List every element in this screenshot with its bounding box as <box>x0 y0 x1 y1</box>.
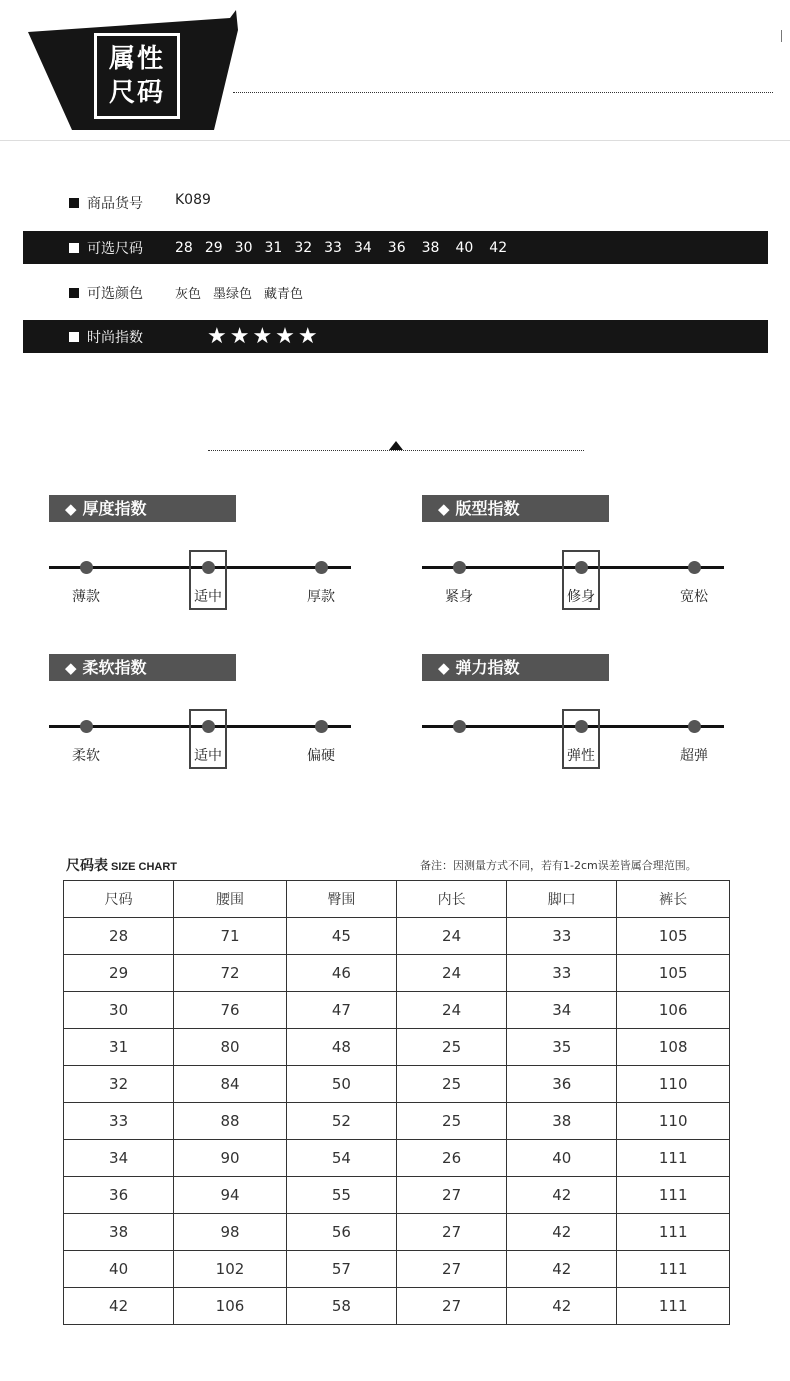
table-row <box>64 955 730 992</box>
table-cell: 106 <box>174 1288 287 1325</box>
table-cell: 56 <box>286 1214 396 1251</box>
size-option: 34 <box>353 239 372 256</box>
table-cell: 24 <box>396 955 506 992</box>
scale-dot <box>80 561 93 574</box>
scale-label: 适中 <box>194 748 222 764</box>
size-chart-table <box>63 880 730 1325</box>
section-divider <box>208 450 584 451</box>
table-row <box>64 918 730 955</box>
attr-row-sizes <box>23 231 768 264</box>
table-cell: 111 <box>617 1214 730 1251</box>
table-cell: 33 <box>507 918 617 955</box>
table-cell: 84 <box>174 1066 287 1103</box>
table-cell: 27 <box>396 1214 506 1251</box>
table-row <box>64 1288 730 1325</box>
scale-label: 柔软 <box>72 748 100 764</box>
corner-mark <box>781 30 782 42</box>
table-cell: 88 <box>174 1103 287 1140</box>
table-row <box>64 1103 730 1140</box>
table-cell: 55 <box>286 1177 396 1214</box>
square-bullet-icon <box>69 288 79 298</box>
size-chart-note: 备注：因测量方式不同，若有1-2cm误差皆属合理范围。 <box>420 859 697 872</box>
size-option: 38 <box>421 239 440 256</box>
triangle-up-icon <box>389 441 403 450</box>
table-cell: 30 <box>64 992 174 1029</box>
table-cell: 50 <box>286 1066 396 1103</box>
table-row <box>64 1177 730 1214</box>
scale-dot <box>688 561 701 574</box>
size-chart-title <box>66 855 177 875</box>
index-title-text: 版型指数 <box>455 499 520 518</box>
table-cell: 110 <box>617 1066 730 1103</box>
table-cell: 102 <box>174 1251 287 1288</box>
table-cell: 29 <box>64 955 174 992</box>
table-cell: 72 <box>174 955 287 992</box>
table-cell: 38 <box>507 1103 617 1140</box>
attr-label: 商品货号 <box>87 195 143 212</box>
index-title-text: 弹力指数 <box>455 658 520 677</box>
index-title <box>49 495 236 522</box>
diamond-icon: ◆ <box>438 659 450 677</box>
selected-marker <box>189 550 227 610</box>
color-option: 灰色 <box>175 287 202 302</box>
table-cell: 33 <box>507 955 617 992</box>
table-row <box>64 1140 730 1177</box>
attr-row-colors <box>23 276 768 309</box>
attr-label: 可选颜色 <box>87 285 143 302</box>
attr-row-item-no <box>23 186 768 219</box>
size-option: 40 <box>455 239 474 256</box>
table-cell: 27 <box>396 1177 506 1214</box>
diamond-icon: ◆ <box>65 659 77 677</box>
attr-row-fashion <box>23 320 768 353</box>
index-title <box>422 654 609 681</box>
scale-label: 适中 <box>194 589 222 605</box>
column-header: 裤长 <box>617 881 730 918</box>
table-cell: 111 <box>617 1140 730 1177</box>
scale-label: 紧身 <box>445 589 473 605</box>
item-no-value: K089 <box>175 191 211 208</box>
size-option: 42 <box>489 239 508 256</box>
table-row <box>64 1066 730 1103</box>
size-option: 36 <box>387 239 406 256</box>
table-cell: 54 <box>286 1140 396 1177</box>
color-option: 藏青色 <box>264 287 304 302</box>
table-cell: 35 <box>507 1029 617 1066</box>
scale-label: 偏硬 <box>307 748 335 764</box>
star-rating-icon: ★★★★★ <box>207 324 321 349</box>
table-cell: 36 <box>64 1177 174 1214</box>
index-fit <box>422 495 732 625</box>
table-cell: 58 <box>286 1288 396 1325</box>
table-cell: 111 <box>617 1288 730 1325</box>
section-badge <box>94 33 180 119</box>
table-cell: 38 <box>64 1214 174 1251</box>
selected-marker <box>562 709 600 769</box>
table-cell: 34 <box>64 1140 174 1177</box>
table-cell: 25 <box>396 1066 506 1103</box>
table-cell: 106 <box>617 992 730 1029</box>
table-cell: 110 <box>617 1103 730 1140</box>
index-title <box>422 495 609 522</box>
table-cell: 42 <box>507 1177 617 1214</box>
scale-label: 薄款 <box>72 589 100 605</box>
scale-dot <box>315 561 328 574</box>
colors-list <box>175 283 315 302</box>
attr-label: 可选尺码 <box>87 240 143 257</box>
scale-dot <box>80 720 93 733</box>
table-cell: 42 <box>507 1214 617 1251</box>
table-cell: 40 <box>64 1251 174 1288</box>
table-cell: 25 <box>396 1103 506 1140</box>
table-cell: 76 <box>174 992 287 1029</box>
size-option: 32 <box>294 239 313 256</box>
table-cell: 26 <box>396 1140 506 1177</box>
attr-label: 时尚指数 <box>87 329 143 346</box>
table-cell: 105 <box>617 918 730 955</box>
column-header: 内长 <box>396 881 506 918</box>
table-cell: 33 <box>64 1103 174 1140</box>
table-cell: 48 <box>286 1029 396 1066</box>
table-cell: 28 <box>64 918 174 955</box>
table-cell: 24 <box>396 992 506 1029</box>
table-cell: 57 <box>286 1251 396 1288</box>
diamond-icon: ◆ <box>438 500 450 518</box>
index-softness <box>49 654 359 784</box>
scale-dot <box>315 720 328 733</box>
scale-label: 弹性 <box>567 748 595 764</box>
table-cell: 25 <box>396 1029 506 1066</box>
table-body <box>64 918 730 1325</box>
size-option: 31 <box>264 239 283 256</box>
column-header: 脚口 <box>507 881 617 918</box>
size-option: 29 <box>204 239 223 256</box>
scale-label: 厚款 <box>307 589 335 605</box>
column-header: 腰围 <box>174 881 287 918</box>
color-option: 墨绿色 <box>213 287 253 302</box>
scale-label: 修身 <box>567 589 595 605</box>
selected-marker <box>562 550 600 610</box>
index-thickness <box>49 495 359 625</box>
table-header-row <box>64 881 730 918</box>
index-title <box>49 654 236 681</box>
table-cell: 94 <box>174 1177 287 1214</box>
table-cell: 31 <box>64 1029 174 1066</box>
scale-dot <box>453 720 466 733</box>
scale-dot <box>453 561 466 574</box>
square-bullet-icon <box>69 243 79 253</box>
badge-line-1: 属性 <box>108 44 165 74</box>
index-elasticity <box>422 654 732 784</box>
square-bullet-icon <box>69 332 79 342</box>
table-cell: 42 <box>507 1288 617 1325</box>
size-option: 30 <box>234 239 253 256</box>
table-cell: 47 <box>286 992 396 1029</box>
table-row <box>64 1029 730 1066</box>
scale-dot <box>688 720 701 733</box>
scale-label: 超弹 <box>680 748 708 764</box>
table-row <box>64 1251 730 1288</box>
selected-marker <box>189 709 227 769</box>
table-cell: 42 <box>64 1288 174 1325</box>
index-title-text: 厚度指数 <box>82 499 147 518</box>
size-chart-title-en: SIZE CHART <box>111 861 177 873</box>
table-cell: 40 <box>507 1140 617 1177</box>
table-cell: 52 <box>286 1103 396 1140</box>
size-chart-title-cn: 尺码表 <box>66 858 108 874</box>
table-cell: 111 <box>617 1177 730 1214</box>
table-cell: 32 <box>64 1066 174 1103</box>
table-cell: 111 <box>617 1251 730 1288</box>
column-header: 尺码 <box>64 881 174 918</box>
index-title-text: 柔软指数 <box>82 658 147 677</box>
table-cell: 27 <box>396 1288 506 1325</box>
table-cell: 42 <box>507 1251 617 1288</box>
table-cell: 24 <box>396 918 506 955</box>
table-cell: 46 <box>286 955 396 992</box>
header-banner <box>0 0 790 141</box>
table-row <box>64 1214 730 1251</box>
table-cell: 36 <box>507 1066 617 1103</box>
scale-label: 宽松 <box>680 589 708 605</box>
table-cell: 105 <box>617 955 730 992</box>
table-cell: 45 <box>286 918 396 955</box>
table-cell: 27 <box>396 1251 506 1288</box>
badge-line-2: 尺码 <box>108 78 165 108</box>
table-cell: 90 <box>174 1140 287 1177</box>
size-option: 28 <box>175 239 193 256</box>
table-cell: 71 <box>174 918 287 955</box>
header-dotted-rule <box>233 92 773 93</box>
diamond-icon: ◆ <box>65 500 77 518</box>
table-cell: 80 <box>174 1029 287 1066</box>
table-cell: 98 <box>174 1214 287 1251</box>
table-row <box>64 992 730 1029</box>
sizes-list <box>175 240 523 256</box>
table-cell: 108 <box>617 1029 730 1066</box>
column-header: 臀围 <box>286 881 396 918</box>
size-option: 33 <box>324 239 342 256</box>
table-cell: 34 <box>507 992 617 1029</box>
square-bullet-icon <box>69 198 79 208</box>
